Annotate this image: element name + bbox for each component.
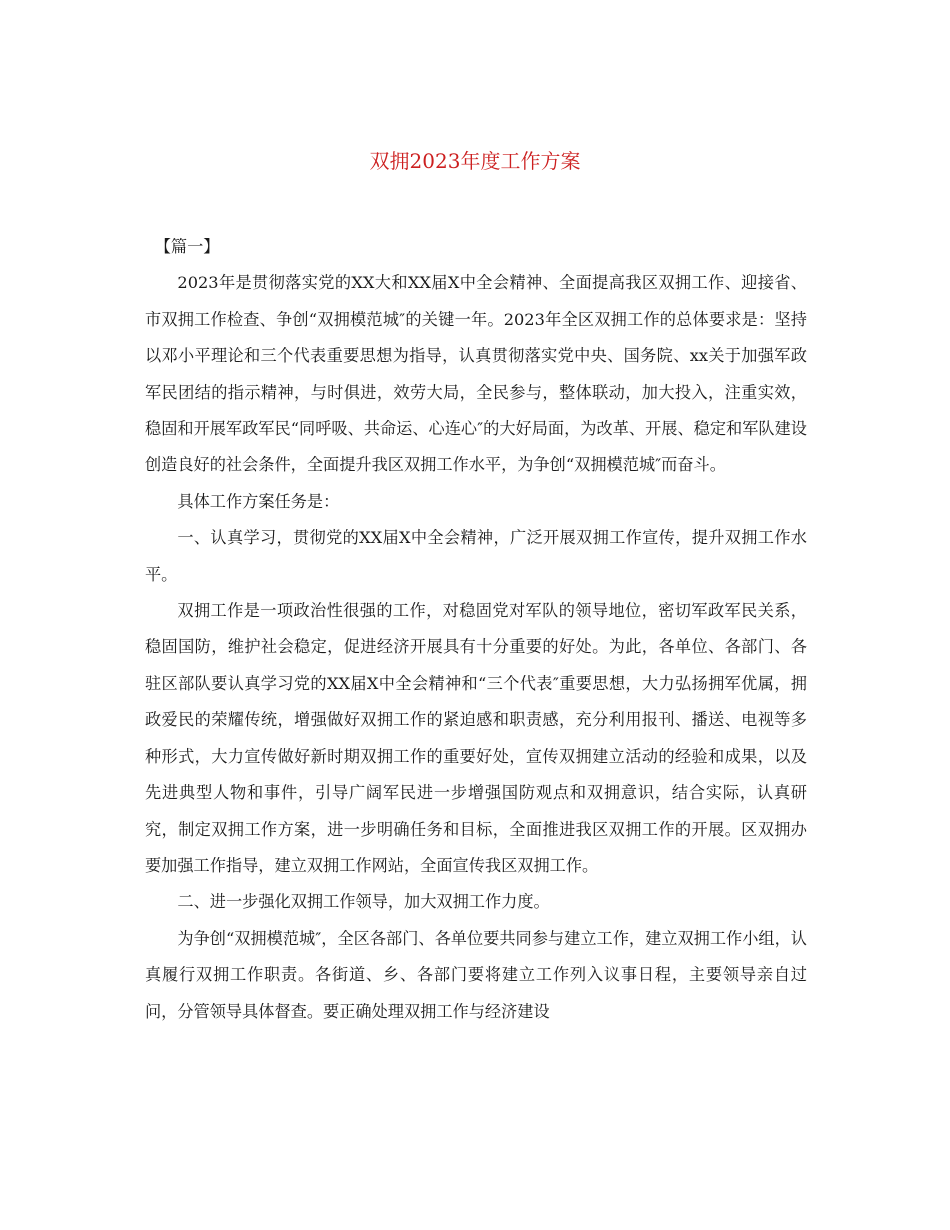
paragraph-task-1-heading: 一、认真学习，贯彻党的XX届X中全会精神，广泛开展双拥工作宣传，提升双拥工作水平。 <box>145 528 807 584</box>
paragraph-task-1-body: 双拥工作是一项政治性很强的工作，对稳固党对军队的领导地位，密切军政军民关系，稳固国防，维护社会稳定，促进经济开展具有十分重要的好处。为此，各单位、各部门、各驻区部队要认真学习党的XX届X中全会精神和“三个代表″重要思想，大力弘扬拥军优属，拥政爱民的荣耀传统，增强做好双拥工作的紧迫感和职责感，充分利用报刊、播送、电视等多种形式，大力宣传做好新时期双拥工作的重要好处，宣传双拥建立活动的经验和成果，以及先进典型人物和事件，引导广阔军民进一步增强国防观点和双拥意识，结合实际，认真研究，制定双拥工作方案，进一步明确任务和目标，全面推进我区双拥工作的开展。区双拥办要加强工作指导，建立双拥工作网站，全面宣传我区双拥工作。 <box>145 601 807 875</box>
paragraph-intro: 2023年是贯彻落实党的XX大和XX届X中全会精神、全面提高我区双拥工作、迎接省、市双拥工作检查、争创“双拥模范城″的关键一年。2023年全区双拥工作的总体要求是：坚持以邓小平理论和三个代表重要思想为指导，认真贯彻落实党中央、国务院、xx关于加强军政军民团结的指示精神，与时俱进，效劳大局，全民参与，整体联动，加大投入，注重实效，稳固和开展军政军民“同呼吸、共命运、心连心″的大好局面，为改革、开展、稳定和军队建设创造良好的社会条件，全面提升我区双拥工作水平，为争创“双拥模范城″而奋斗。 <box>145 273 807 475</box>
paragraph-task-2-heading: 二、进一步强化双拥工作领导，加大双拥工作力度。 <box>177 892 550 912</box>
paragraph-tasks-heading: 具体工作方案任务是： <box>177 491 340 511</box>
document-body <box>145 229 807 1030</box>
document-title: 双拥2023年度工作方案 <box>369 149 581 173</box>
paragraph-task-2-body: 为争创“双拥模范城″，全区各部门、各单位要共同参与建立工作，建立双拥工作小组，认真履行双拥工作职责。各街道、乡、各部门要将建立工作列入议事日程，主要领导亲自过问，分管领导具体督查。要正确处理双拥工作与经济建设 <box>145 928 807 1021</box>
section-label: 【篇一】 <box>154 237 220 256</box>
